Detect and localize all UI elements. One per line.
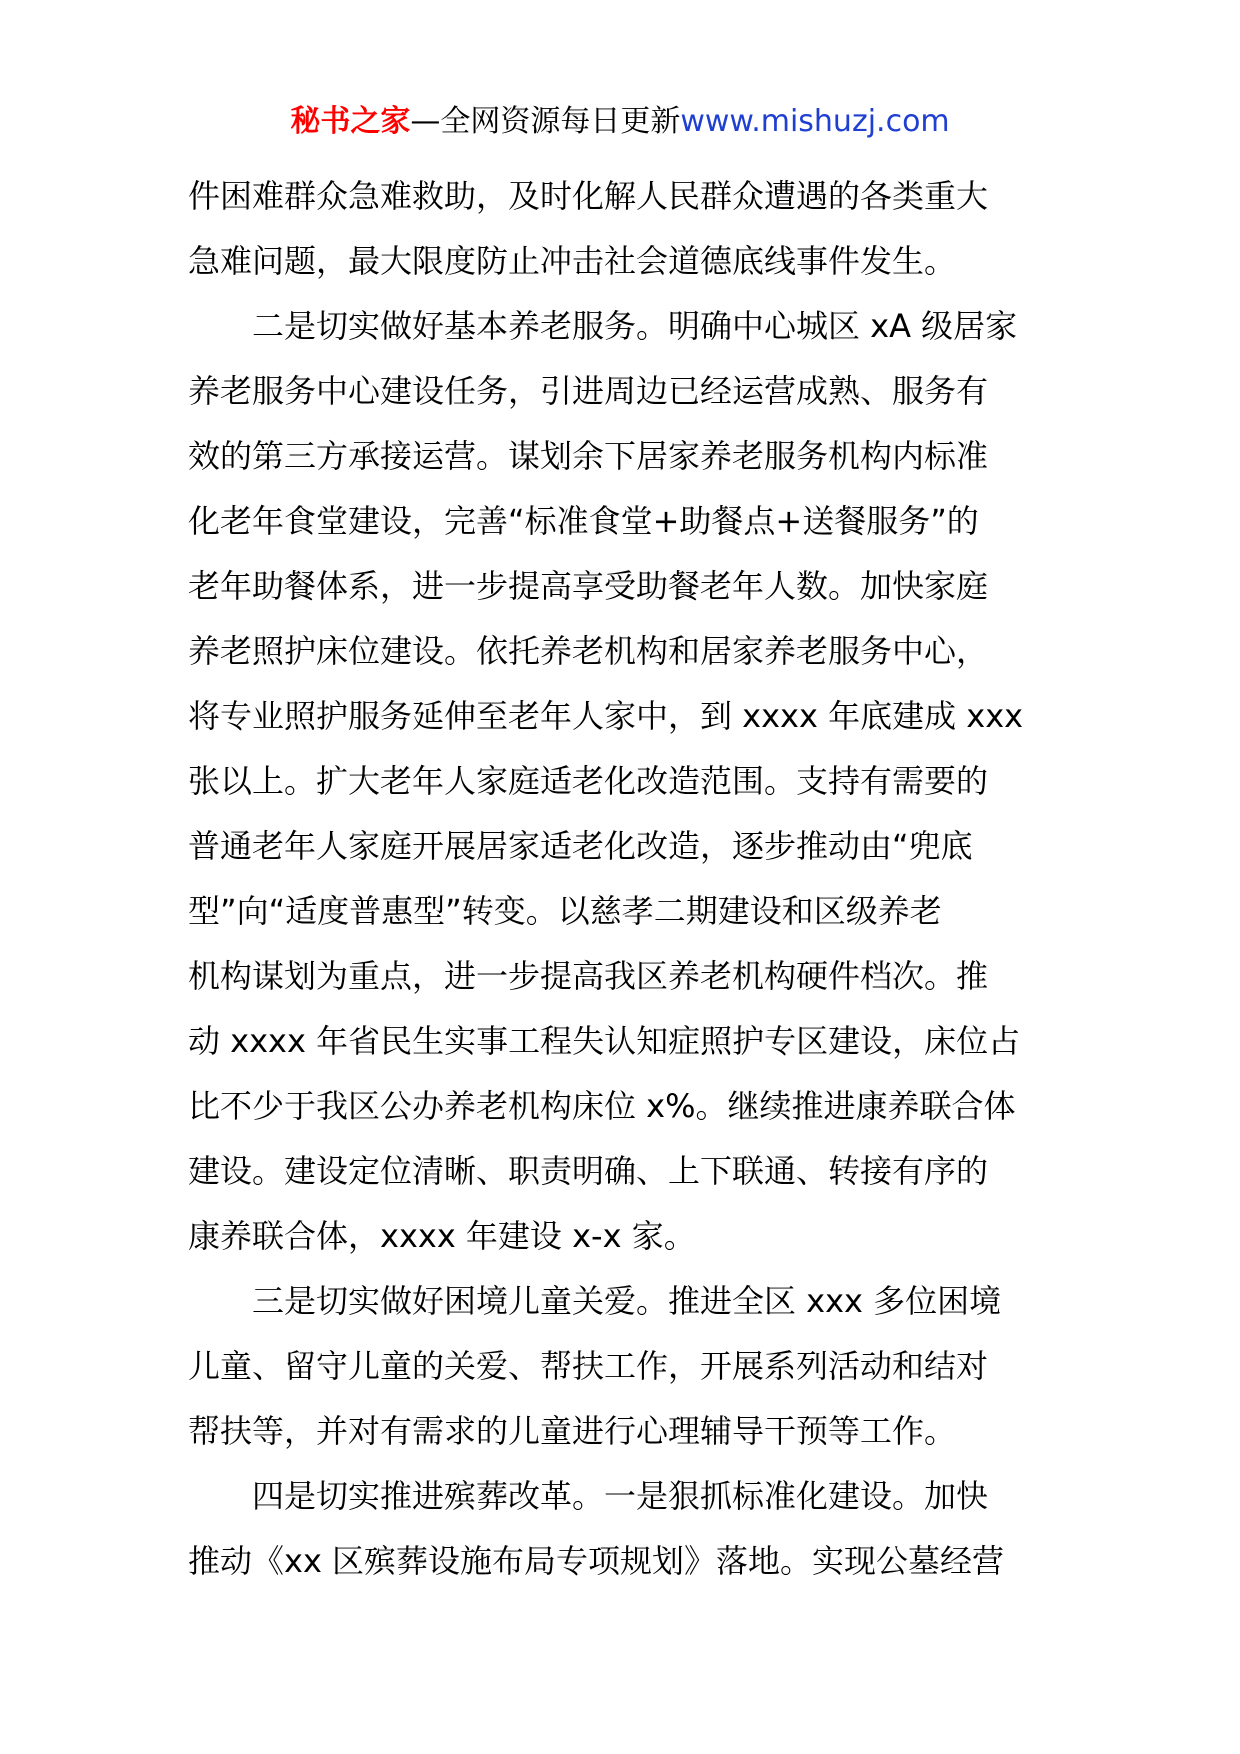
text-line: 建设。建设定位清晰、职责明确、上下联通、转接有序的 (188, 1152, 989, 1190)
document-body (188, 164, 1056, 1594)
text-line: 普通老年人家庭开展居家适老化改造，逐步推动由“兜底 (188, 827, 973, 865)
paragraph-start-line: 三是切实做好困境儿童关爱。推进全区 xxx 多位困境 (252, 1282, 1002, 1320)
text-line: 养老照护床位建设。依托养老机构和居家养老服务中心， (188, 632, 989, 670)
text-line: 老年助餐体系，进一步提高享受助餐老年人数。加快家庭 (188, 567, 989, 605)
text-line: 急难问题，最大限度防止冲击社会道德底线事件发生。 (188, 242, 957, 280)
text-line: 儿童、留守儿童的关爱、帮扶工作，开展系列活动和结对 (188, 1347, 989, 1385)
text-line: 效的第三方承接运营。谋划余下居家养老服务机构内标准 (188, 437, 989, 475)
text-line: 帮扶等，并对有需求的儿童进行心理辅导干预等工作。 (188, 1412, 957, 1450)
site-header (0, 100, 1240, 144)
text-line: 化老年食堂建设，完善“标准食堂+助餐点+送餐服务”的 (188, 502, 979, 540)
text-line: 康养联合体，xxxx 年建设 x-x 家。 (188, 1217, 696, 1255)
text-line: 推动《xx 区殡葬设施布局专项规划》落地。实现公墓经营 (188, 1542, 1005, 1580)
text-line: 型”向“适度普惠型”转变。以慈孝二期建设和区级养老 (188, 892, 942, 930)
text-line: 件困难群众急难救助，及时化解人民群众遭遇的各类重大 (188, 177, 989, 215)
text-line: 张以上。扩大老年人家庭适老化改造范围。支持有需要的 (188, 762, 989, 800)
brand-name: 秘书之家 (290, 104, 411, 139)
paragraph-start-line: 二是切实做好基本养老服务。明确中心城区 xA 级居家 (252, 307, 1018, 345)
site-url-link[interactable]: www.mishuzj.com (680, 104, 950, 139)
header-tagline: —全网资源每日更新 (410, 104, 681, 139)
text-line: 将专业照护服务延伸至老年人家中，到 xxxx 年底建成 xxx (188, 697, 1024, 735)
paragraph-start-line: 四是切实推进殡葬改革。一是狠抓标准化建设。加快 (252, 1477, 989, 1515)
text-line: 比不少于我区公办养老机构床位 x%。继续推进康养联合体 (188, 1087, 1016, 1125)
text-line: 机构谋划为重点，进一步提高我区养老机构硬件档次。推 (188, 957, 989, 995)
text-line: 动 xxxx 年省民生实事工程失认知症照护专区建设，床位占 (188, 1022, 1021, 1060)
text-line: 养老服务中心建设任务，引进周边已经运营成熟、服务有 (188, 372, 989, 410)
